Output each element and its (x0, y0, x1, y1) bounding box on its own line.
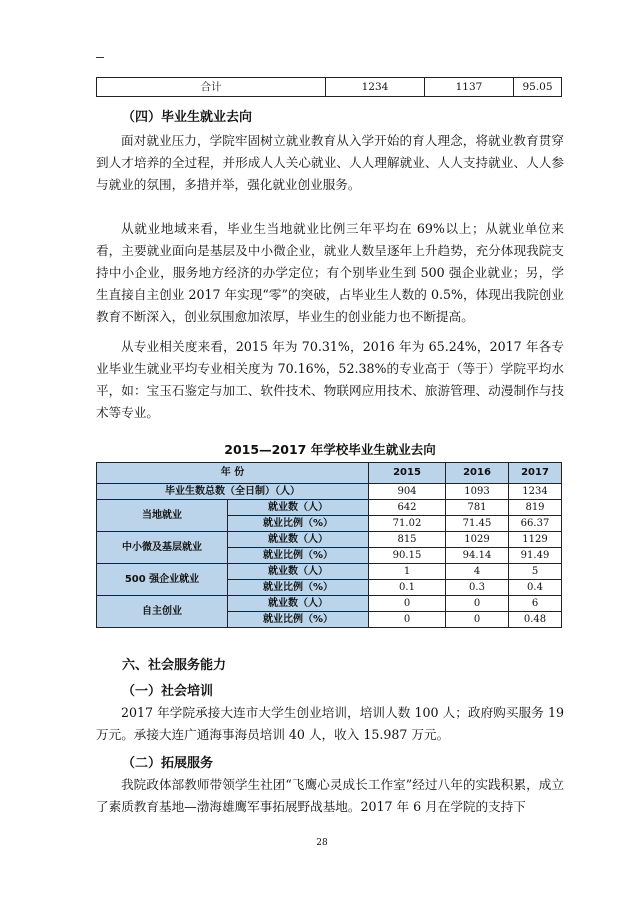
group-top500: 500 强企业就业 (97, 564, 228, 596)
total-graduates-label: 毕业生数总数（全日制）（人） (97, 484, 369, 500)
cell: 0 (369, 612, 446, 628)
table-row (97, 78, 562, 97)
table-row (97, 484, 562, 500)
header-2016: 2016 (446, 463, 509, 484)
employment-table (96, 462, 562, 628)
section-4-paragraph-3: 从专业相关度来看，2015 年为 70.31%，2016 年为 65.24%，2017 年各专业毕业生就业平均专业相关度为 70.16%，52.38%的专业高于（等于）学院平均水平，如：宝玉石鉴定与加工、软件技术、物联网应用技术、旅游管理、动漫制作与技术等专业。 (96, 339, 564, 420)
cell: 1129 (509, 532, 562, 548)
table-header-row (97, 463, 562, 484)
row-label: 就业比例（%） (228, 580, 369, 596)
table-title: 2015—2017 年学校毕业生就业去向 (224, 442, 436, 457)
row-label: 就业数（人） (228, 596, 369, 612)
subsection-2-paragraph: 我院政体部教师带领学生社团“飞鹰心灵成长工作室”经过八年的实践积累，成立了素质教育基地—渤海雄鹰军事拓展野战基地。2017 年 6 月在学院的支持下 (96, 777, 564, 814)
cell: 642 (369, 500, 446, 516)
group-local: 当地就业 (97, 500, 228, 532)
cell: 1 (369, 564, 446, 580)
subsection-1-paragraph: 2017 年学院承接大连市大学生创业培训，培训人数 100 人；政府购买服务 19 万元。承接大连广通海事海员培训 40 人，收入 15.987 万元。 (96, 705, 564, 742)
cell: 0.1 (369, 580, 446, 596)
section-4-heading: （四）毕业生就业去向 (122, 110, 253, 125)
header-year-label: 年 份 (97, 463, 369, 484)
cell: 1093 (446, 484, 509, 500)
section-6-heading: 六、社会服务能力 (122, 658, 227, 673)
table-row (97, 532, 562, 548)
group-self-employed: 自主创业 (97, 596, 228, 628)
page-number: 28 (316, 838, 328, 848)
section-4-paragraph-1: 面对就业压力，学院牢固树立就业教育从入学开始的育人理念，将就业教育贯穿到人才培养的全过程，并形成人人关心就业、人人理解就业、人人支持就业、人人参与就业的氛围，多措并举，强化就业创业服务。 (96, 133, 564, 192)
table-row (97, 596, 562, 612)
total-table (96, 77, 562, 97)
cell: 0.48 (509, 612, 562, 628)
row-label: 就业比例（%） (228, 548, 369, 564)
cell: 5 (509, 564, 562, 580)
cell: 6 (509, 596, 562, 612)
cell: 0 (369, 596, 446, 612)
cell: 1234 (509, 484, 562, 500)
header-2017: 2017 (509, 463, 562, 484)
cell: 0 (446, 612, 509, 628)
total-label: 合计 (97, 78, 326, 97)
cell: 4 (446, 564, 509, 580)
total-value-1: 1234 (326, 78, 425, 97)
cell: 0 (446, 596, 509, 612)
table-row (97, 564, 562, 580)
subsection-1-heading: （一）社会培训 (122, 684, 214, 699)
subsection-2-heading: （二）拓展服务 (122, 756, 214, 771)
cell: 94.14 (446, 548, 509, 564)
cell: 815 (369, 532, 446, 548)
section-4-paragraph-2: 从就业地域来看，毕业生当地就业比例三年平均在 69%以上；从就业单位来看，主要就业面向是基层及中小微企业，就业人数呈逐年上升趋势，充分体现我院支持中小企业，服务地方经济的办学定位；有个别毕业生到 500 强企业就业；另，学生直接自主创业 2017 年实现“零”的突破，占毕业生人数的 0.5%，体现出我院创业教育不断深入，创业氛围愈加浓厚，毕业生的创业能力也不断提高。 (96, 221, 564, 324)
top-dash (96, 57, 104, 58)
cell: 71.45 (446, 516, 509, 532)
cell: 0.3 (446, 580, 509, 596)
total-value-2: 1137 (425, 78, 514, 97)
cell: 1029 (446, 532, 509, 548)
total-value-3: 95.05 (514, 78, 562, 97)
header-2015: 2015 (369, 463, 446, 484)
cell: 90.15 (369, 548, 446, 564)
row-label: 就业比例（%） (228, 516, 369, 532)
cell: 71.02 (369, 516, 446, 532)
cell: 819 (509, 500, 562, 516)
row-label: 就业数（人） (228, 532, 369, 548)
table-row (97, 500, 562, 516)
row-label: 就业比例（%） (228, 612, 369, 628)
cell: 904 (369, 484, 446, 500)
group-sme: 中小微及基层就业 (97, 532, 228, 564)
row-label: 就业数（人） (228, 500, 369, 516)
row-label: 就业数（人） (228, 564, 369, 580)
cell: 91.49 (509, 548, 562, 564)
cell: 0.4 (509, 580, 562, 596)
cell: 781 (446, 500, 509, 516)
cell: 66.37 (509, 516, 562, 532)
